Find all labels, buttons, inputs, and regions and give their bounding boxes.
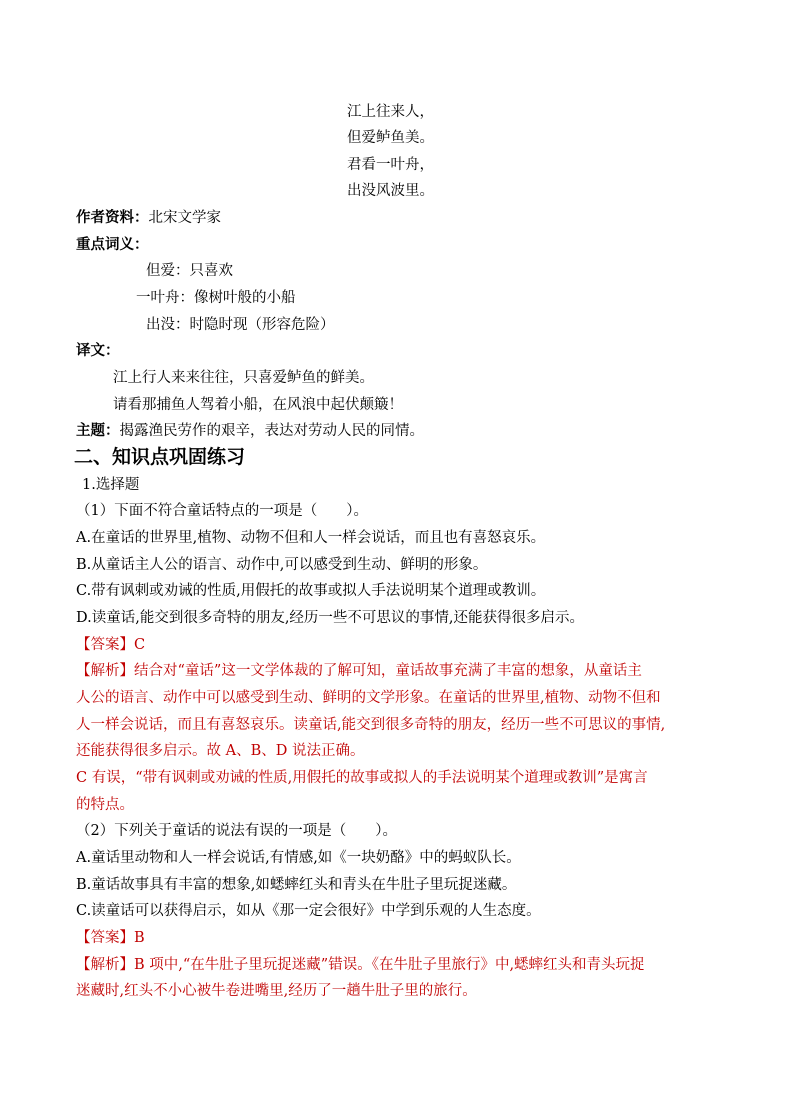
q2-answer: 【答案】B <box>76 930 145 946</box>
q1-answer: 【答案】C <box>76 637 146 653</box>
q1-option-c: C.带有讽刺或劝诫的性质,用假托的故事或拟人手法说明某个道理或教训。 <box>76 583 546 599</box>
q2-option-c: C.读童话可以获得启示，如从《那一定会很好》中学到乐观的人生态度。 <box>76 903 541 919</box>
author-label: 作者资料： <box>76 209 149 226</box>
poem-line-4: 出没风波里。 <box>347 183 434 199</box>
theme-label: 主题： <box>76 422 120 439</box>
vocab-item-1: 但爱：只喜欢 <box>146 263 233 279</box>
q1-option-a: A.在童话的世界里,植物、动物不但和人一样会说话，而且也有喜怒哀乐。 <box>76 530 546 546</box>
q1-analysis-line-1: 【解析】结合对“童话”这一文学体裁的了解可知，童话故事充满了丰富的想象，从童话主 <box>76 663 642 679</box>
author-row <box>76 208 221 228</box>
section-title: 二、知识点巩固练习 <box>74 446 246 468</box>
q1-analysis-line-5: C 有误，“带有讽刺或劝诫的性质,用假托的故事或拟人的手法说明某个道理或教训”是寓言 <box>76 770 648 786</box>
q2-analysis-line-1: 【解析】B 项中,“在牛肚子里玩捉迷藏”错误。《在牛肚子里旅行》中,蟋蟀红头和青头玩捉 <box>76 957 645 973</box>
q1-analysis-line-3: 人一样会说话，而且有喜怒哀乐。读童话,能交到很多奇特的朋友，经历一些不可思议的事情, <box>76 717 666 733</box>
vocab-item-3: 出没：时隐时现（形容危险） <box>146 317 335 333</box>
q2-option-b: B.童话故事具有丰富的想象,如蟋蟀红头和青头在牛肚子里玩捉迷藏。 <box>76 877 517 893</box>
q1-stem: （1）下面不符合童话特点的一项是（ ）。 <box>76 503 368 519</box>
vocab-item-2: 一叶舟：像树叶般的小船 <box>136 290 296 306</box>
poem-line-2: 但爱鲈鱼美。 <box>347 130 434 146</box>
q1-analysis-line-4: 还能获得很多启示。故 A、B、D 说法正确。 <box>76 743 365 759</box>
translation-line-1: 江上行人来来往往，只喜爱鲈鱼的鲜美。 <box>113 370 374 386</box>
theme-text: 揭露渔民劳作的艰辛，表达对劳动人民的同情。 <box>119 423 424 439</box>
q1-option-b: B.从童话主人公的语言、动作中,可以感受到生动、鲜明的形象。 <box>76 557 488 573</box>
q1-analysis-line-2: 人公的语言、动作中可以感受到生动、鲜明的文学形象。在童话的世界里,植物、动物不但和 <box>76 690 661 706</box>
subsection-title: 1.选择题 <box>82 477 140 493</box>
q2-option-a: A.童话里动物和人一样会说话,有情感,如《一块奶酪》中的蚂蚁队长。 <box>76 850 521 866</box>
translation-label: 译文： <box>76 342 120 359</box>
vocab-label: 重点词义： <box>76 236 149 253</box>
theme-row <box>76 421 424 441</box>
q1-analysis-line-6: 的特点。 <box>76 797 134 813</box>
author-text: 北宋文学家 <box>148 210 221 226</box>
poem-line-3: 君看一叶舟， <box>347 157 434 173</box>
q1-option-d: D.读童话,能交到很多奇特的朋友,经历一些不可思议的事情,还能获得很多启示。 <box>76 610 585 626</box>
q2-analysis-line-2: 迷藏时,红头不小心被牛卷进嘴里,经历了一趟牛肚子里的旅行。 <box>76 983 477 999</box>
poem-line-1: 江上往来人， <box>347 104 434 120</box>
translation-line-2: 请看那捕鱼人驾着小船，在风浪中起伏颠簸！ <box>113 397 403 413</box>
q2-stem: （2）下列关于童话的说法有误的一项是（ ）。 <box>76 823 397 839</box>
